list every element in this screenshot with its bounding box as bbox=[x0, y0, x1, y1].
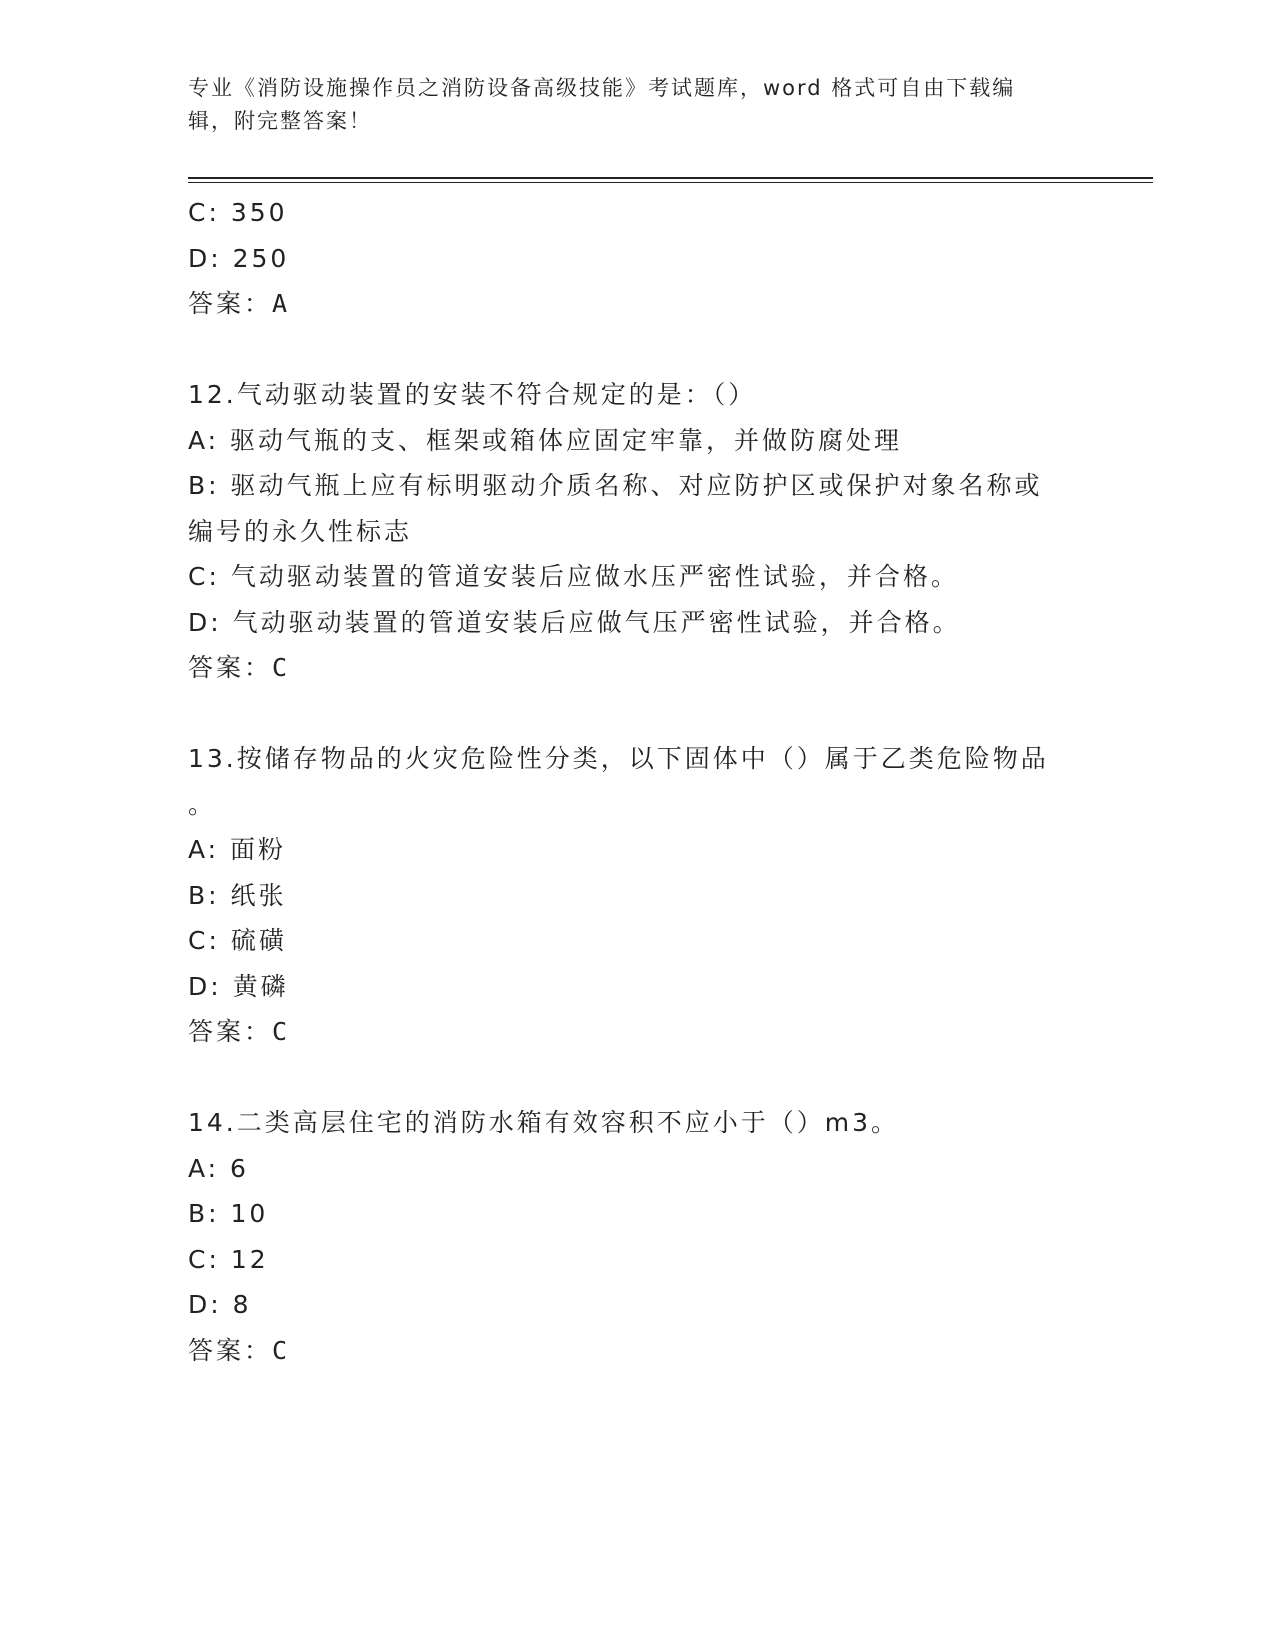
option-line: C: 350 bbox=[188, 198, 288, 227]
question-stem: 12.气动驱动装置的安装不符合规定的是：（） bbox=[188, 380, 757, 409]
document-header bbox=[188, 72, 1088, 138]
answer-line bbox=[188, 1328, 1088, 1374]
option-line: D: 气动驱动装置的管道安装后应做气压严密性试验，并合格。 bbox=[188, 607, 961, 637]
question-12 bbox=[188, 372, 1088, 691]
answer-label: 答案： bbox=[188, 653, 273, 682]
answer-value: C bbox=[272, 653, 291, 682]
option-line: D: 黄磷 bbox=[188, 971, 289, 1001]
answer-value: C bbox=[272, 1017, 291, 1046]
answer-line bbox=[188, 281, 1088, 327]
header-line-2: 辑，附完整答案！ bbox=[188, 109, 372, 133]
option-line: D: 8 bbox=[188, 1290, 252, 1319]
option-line: C: 气动驱动装置的管道安装后应做水压严密性试验，并合格。 bbox=[188, 562, 959, 591]
answer-value: A bbox=[272, 289, 291, 318]
question-list bbox=[188, 190, 1088, 1373]
option-line: C: 硫磺 bbox=[188, 926, 287, 955]
answer-label: 答案： bbox=[188, 1335, 273, 1365]
answer-line bbox=[188, 645, 1088, 691]
header-rule-thin bbox=[188, 182, 1153, 183]
question-13 bbox=[188, 736, 1088, 1055]
question-stem: 14.二类高层住宅的消防水箱有效容积不应小于（）m3。 bbox=[188, 1108, 900, 1137]
header-line-1: 专业《消防设施操作员之消防设备高级技能》考试题库，word 格式可自由下载编 bbox=[188, 76, 1016, 100]
prev-question bbox=[188, 190, 1088, 327]
answer-line bbox=[188, 1009, 1088, 1055]
option-line: D: 250 bbox=[188, 243, 290, 273]
option-line: B: 纸张 bbox=[188, 880, 287, 910]
answer-label: 答案： bbox=[188, 289, 273, 318]
option-line: B: 驱动气瓶上应有标明驱动介质名称、对应防护区或保护对象名称或 bbox=[188, 471, 1043, 500]
answer-label: 答案： bbox=[188, 1017, 273, 1046]
answer-value: C bbox=[272, 1335, 291, 1365]
question-stem: 13.按储存物品的火灾危险性分类，以下固体中（）属于乙类危险物品 bbox=[188, 744, 1049, 773]
option-line: B: 10 bbox=[188, 1199, 269, 1228]
option-line: C: 12 bbox=[188, 1244, 269, 1274]
question-14 bbox=[188, 1100, 1088, 1373]
question-stem-continued: 。 bbox=[188, 789, 217, 819]
option-line: A: 面粉 bbox=[188, 835, 287, 864]
option-line: A: 驱动气瓶的支、框架或箱体应固定牢靠，并做防腐处理 bbox=[188, 425, 903, 455]
option-line: A: 6 bbox=[188, 1153, 249, 1183]
header-rule-thick bbox=[188, 177, 1153, 179]
option-line-continued: 编号的永久性标志 bbox=[188, 516, 413, 546]
